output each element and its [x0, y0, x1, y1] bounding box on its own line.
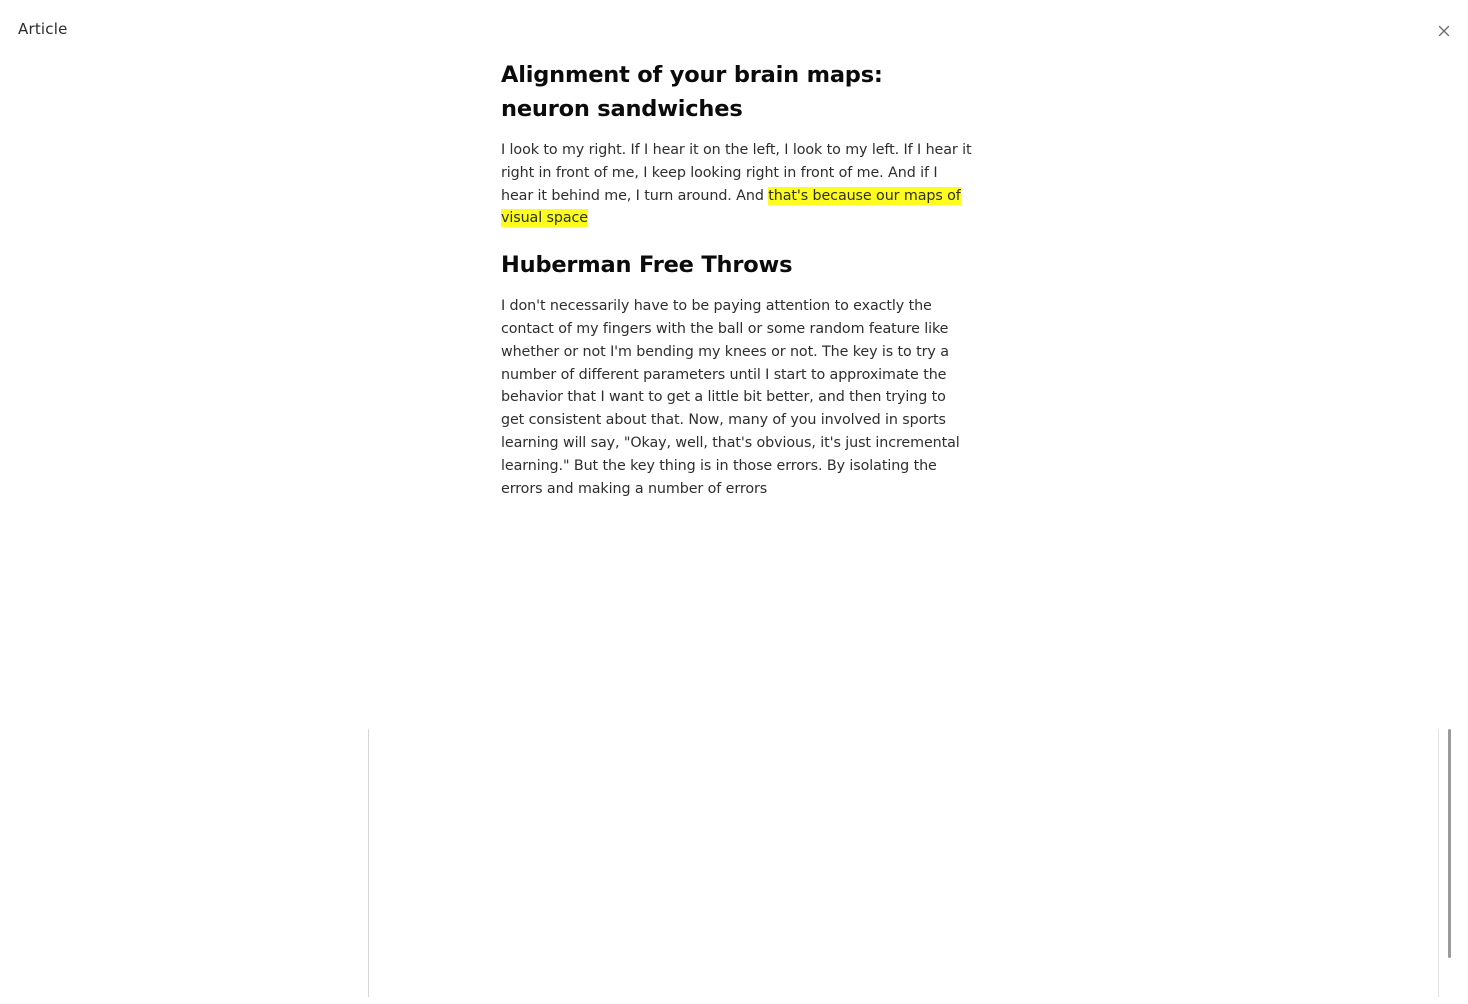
paragraph-text: I look to my right. If I hear it on the left, I look to my left. If I hear it right in front of me, I keep looking right in front of me. And if I hear it behind me, I turn around. And [501, 142, 972, 204]
scrollbar-thumb[interactable] [1448, 729, 1451, 958]
article-content [501, 58, 973, 500]
page-title: Article [18, 20, 68, 38]
close-icon [1434, 21, 1454, 41]
panel-divider-left [368, 729, 369, 997]
section-paragraph: I don't necessarily have to be paying attention to exactly the contact of my fingers with the ball or some random feature like whether or not I'm bending my knees or not. The key is to try a number of different parameters until I start to approximate the behavior that I want to get a little bit better, and then trying to get consistent about that. Now, many of you involved in sports learning will say, "Okay, well, that's obvious, it's just incremental learning." But the key thing is in those errors. By isolating the errors and making a number of errors [501, 298, 960, 497]
highlighted-text[interactable]: that's because our maps of visual space [501, 187, 961, 227]
panel-divider-right [1438, 729, 1439, 997]
section-heading: Alignment of your brain maps: neuron sandwiches [501, 62, 883, 122]
close-button[interactable] [1434, 21, 1454, 41]
section-paragraph [501, 139, 973, 230]
section-heading: Huberman Free Throws [501, 252, 793, 279]
